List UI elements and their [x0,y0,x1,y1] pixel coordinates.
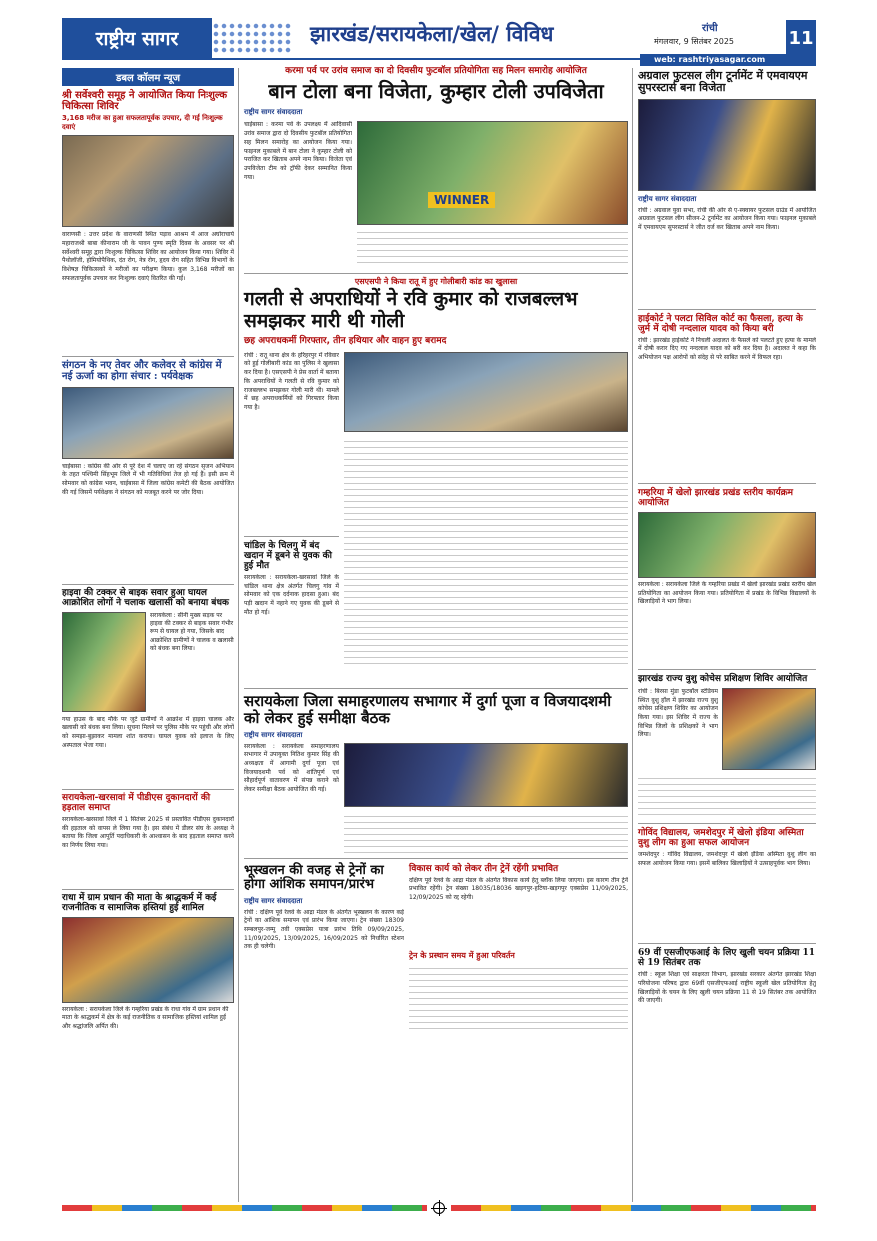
story-text: चाईबासा : करमा पर्व के उपलक्ष्य में आदिवासी उरांव समाज द्वारा दो दिवसीय फुटबॉल प्रतियोगिता सह मिलन समारोह का आयोजन किया गया। फाइनल मुकाबले में बान टोला ने कुम्हार टोली को पराजित कर खिताब अपने नाम किया। विजेता एवं उपविजेता टीम को ट्रॉफी देकर सम्मानित किया गया। [244,121,352,181]
story-headline[interactable]: सरायकेला-खरसावां में पीडीएस दुकानदारों की हड़ताल समाप्त [62,792,211,813]
story-text-continued [344,436,628,668]
divider [62,889,234,890]
story-text: रांची : रातू थाना क्षेत्र के हरिहरपुर में रविवार को हुई गोलीबारी कांड का पुलिस ने खुलासा कर दिया है। एसएसपी ने प्रेस वार्ता में बताया कि अपराधियों ने गलती से रवि कुमार को राजबल्लभ समझकर गोली मारी थी। मामले में छह अपराधकर्मियों को गिरफ्तार किया गया है। [244,351,339,411]
lead-headline[interactable]: बान टोला बना विजेता, कुम्हार टोली उपविजेता [268,79,604,104]
story-text: सरायकेला : सरायकेला समाहरणालय सभागार में उपायुक्त नितिश कुमार सिंह की अध्यक्षता में आगामी दुर्गा पूजा एवं विजयादशमी पर्व को शांतिपूर्ण एवं सौहार्दपूर्ण वातावरण में संपन्न कराने को लेकर समीक्षा बैठक आयोजित की गई। [244,742,339,794]
page-number: 11 [786,20,816,56]
story-photo [62,917,234,1003]
divider [244,273,628,274]
left-column [62,68,234,1202]
divider [244,536,339,537]
story-text: रांची : स्कूल शिक्षा एवं साक्षरता विभाग, झारखंड सरकार अंतर्गत झारखंड शिक्षा परियोजना परिषद द्वारा 69वीं एसजीएफआई राष्ट्रीय स्कूली खेल प्रतियोगिता हेतु खिलाड़ियों के चयन के लिए खुली चयन प्रक्रिया 11 से 19 सितंबर तक आयोजित की जाएगी। [638,971,816,1005]
story-text: चाईबासा : कांग्रेस की ओर से पूरे देश में चलाए जा रहे संगठन सृजन अभियान के तहत पश्चिमी सिंहभूम जिले में भी गतिविधियां तेज हो गई हैं। इसी क्रम में सोमवार को कांग्रेस भवन, चाईबासा में जिला कांग्रेस कमेटी की बैठक आयोजित की गई जिसमें पर्यवेक्षक ने संगठन को मजबूत करने पर जोर दिया। [62,462,234,496]
story-headline[interactable]: श्री सर्वेश्वरी समूह ने आयोजित किया निःशुल्क चिकित्सा शिविर [62,90,228,113]
story-text: सरायकेला-खरसावां जिले में 1 सितंबर 2025 से प्रस्तावित पीडीएस दुकानदारों की हड़ताल को वापस ले लिया गया है। इस संबंध में डीलर संघ के अध्यक्ष ने बताया कि जिला आपूर्ति पदाधिकारी के आश्वासन के बाद हड़ताल समाप्त करने का निर्णय लिया गया। [62,815,234,849]
color-strip [62,1205,427,1211]
story-kicker: करमा पर्व पर उरांव समाज का दो दिवसीय फुटबॉल प्रतियोगिता सह मिलन समारोह आयोजित [285,66,587,76]
tournament-photo [638,99,816,191]
story-headline[interactable]: झारखंड राज्य वुशु कोचेस प्रशिक्षण शिविर आयोजित [638,673,808,684]
football-team-photo [357,121,628,225]
divider [638,943,816,944]
photo-caption: सरायकेला : सीनी मुख्य सड़क पर हाइवा की टक्कर से बाइक सवार गंभीर रूप से घायल हो गया, जिसके बाद आक्रोशित ग्रामीणों ने चालक व खलासी को बंधक बना लिया। [150,611,234,653]
story-text: रांची : अग्रवाल युवा सभा, रांची की ओर से ए-स्क्वायर फुटसल ग्राउंड में आयोजित अग्रवाल फुटसल लीग सीजन-2 टूर्नामेंट का आयोजन किया गया। फाइनल मुकाबले में एमवायएम सुपरस्टार्स ने जीत दर्ज कर खिताब अपने नाम किया। [638,206,816,231]
divider [638,823,816,824]
story-text: वाराणसी : उत्तर प्रदेश के वाराणसी स्थित पड़ाव आश्रम में आज अघोराचार्य महाराजश्री बाबा कीनाराम जी के पावन पुण्य स्मृति दिवस के अवसर पर श्री सर्वेश्वरी समूह द्वारा निःशुल्क चिकित्सा शिविर का आयोजन किया गया। शिविर में पैथोलॉजी, होमियोपैथिक, दंत रोग, नेत्र रोग, हृदय रोग सहित विभिन्न विभागों के विशेषज्ञ चिकित्सकों ने मरीजों का परीक्षण किया। कुल 3,168 मरीजों का सफलतापूर्वक उपचार कर निःशुल्क दवाएं वितरित की गईं। [62,231,234,282]
story-headline[interactable]: भूस्खलन की वजह से ट्रेनों का होगा आंशिक समापन/प्रारंभ [244,862,384,893]
story-headline[interactable]: 69 वीं एसजीएफआई के लिए खुली चयन प्रक्रिया 11 से 19 सितंबर तक [638,948,816,969]
story-headline[interactable]: हाइवा की टक्कर से बाइक सवार हुआ घायल आक्रोशित लोगों ने चलाक खलासी को बनाया बंधक [62,587,229,608]
masthead [62,18,816,68]
section-tag: डबल कॉलम न्यूज [62,68,234,86]
story-text: रांची : झारखंड हाईकोर्ट ने निचली अदालत के फैसले को पलटते हुए हत्या के मामले में दोषी करार दिए गए नन्दलाल यादव को बरी कर दिया है। अदालत ने कहा कि अभियोजन पक्ष आरोपों को संदेह से परे साबित करने में विफल रहा। [638,336,816,362]
website-link[interactable]: web: rashtriyasagar.com [640,54,816,66]
story-photo [62,612,146,712]
masthead-date: मंगलवार, 9 सितंबर 2025 [654,37,735,46]
story-text: गया हाउस के बाद मौके पर जुटे ग्रामीणों ने आक्रोश में हाइवा चालक और खलासी को बंधक बना लिया। सूचना मिलने पर पुलिस मौके पर पहुंची और लोगों को समझा-बुझाकर मामला शांत कराया। घायल युवक को इलाज के लिए अस्पताल भेजा गया। [62,715,234,749]
story-subhead: ट्रेन के प्रस्थान समय में हुआ परिवर्तन [409,950,515,960]
story-text: रांची : बिरसा मुंडा फुटबॉल स्टेडियम स्थित वुशु हॉल में झारखंड राज्य वुशु कोचेस प्रशिक्षण शिविर का आयोजन किया गया। इस शिविर में राज्य के विभिन्न जिलों के प्रशिक्षकों ने भाग लिया। [638,688,718,739]
story-photo [62,387,234,459]
story-text-continued [357,227,628,267]
story-text: दक्षिण पूर्व रेलवे के आद्रा मंडल के अंतर्गत विकास कार्य हेतु ब्लॉक लिया जाएगा। इस कारण तीन ट्रेनें प्रभावित रहेंगी। ट्रेन संख्या 18035/18036 खड़गपुर-हटिया-खड़गपुर एक्सप्रेस 11/09/2025, 12/09/2025 को रद्द रहेगी। [409,876,628,902]
story-subhead: छह अपराधकर्मी गिरफ्तार, तीन हथियार और वाहन हुए बरामद [244,335,447,346]
story-kicker: एसएसपी ने किया रातू में हुए गोलीबारी कांड का खुलासा [354,276,518,287]
story-text: जमशेदपुर : गोविंद विद्यालय, जमशेदपुर में खेलो इंडिया अस्मिता वुशु लीग का सफल आयोजन किया गया। इसमें बालिका खिलाड़ियों ने उत्साहपूर्वक भाग लिया। [638,851,816,867]
byline: राष्ट्रीय सागर संवाददाता [638,194,697,203]
story-headline[interactable]: विकास कार्य को लेकर तीन ट्रेनें रहेंगी प्रभावित [409,863,559,874]
story-text-continued [638,773,816,819]
story-headline[interactable]: गलती से अपराधियों ने रवि कुमार को राजबल्लभ समझकर मारी थी गोली [244,288,578,332]
story-subhead: 3,168 मरीज का हुआ सफलतापूर्वक उपचार, दी गई निःशुल्क दवाएं [62,114,223,131]
photo-caption: सरायकेला : सरायकेला जिले के गम्हरिया प्रखंड के राधा गांव में ग्राम प्रधान की माता के श्राद्धकर्म में क्षेत्र के कई राजनीतिक व सामाजिक हस्तियां शामिल हुईं और श्रद्धांजलि अर्पित की। [62,1006,229,1030]
story-headline[interactable]: सरायकेला जिला समाहरणालय सभागार में दुर्गा पूजा व विजयादशमी को लेकर हुई समीक्षा बैठक [244,691,612,727]
byline: राष्ट्रीय सागर संवाददाता [244,108,303,117]
center-column [244,66,628,1202]
color-registration-bar [62,1204,816,1212]
schedule-table [409,963,628,1033]
story-text: रांची : दक्षिण पूर्व रेलवे के आद्रा मंडल के अंतर्गत भूस्खलन के कारण कई ट्रेनों का आंशिक समापन एवं प्रारंभ किया जाएगा। ट्रेन संख्या 18309 सम्बलपुर-जम्मू तवी एक्सप्रेस यात्रा प्रारंभ तिथि 09/09/2025, 11/09/2025, 13/09/2025, 16/09/2025 को निर्धारित स्टेशन तक ही चलेगी। [244,908,404,951]
right-column [638,70,816,1202]
masthead-city: रांची [702,23,718,34]
story-text-continued [344,811,628,853]
story-headline[interactable]: गोविंद विद्यालय, जमशेदपुर में खेलो इंडिया अस्मिता वुशु लीग का हुआ सफल आयोजन [638,828,804,849]
story-text: सरायकेला : सरायकेला जिले के गम्हरिया प्रखंड में खेलो झारखंड प्रखंड स्तरीय खेल प्रतियोगिता का आयोजन किया गया। प्रतियोगिता में प्रखंड के विभिन्न विद्यालयों के खिलाड़ियों ने भाग लिया। [638,580,816,606]
meeting-photo [344,743,628,807]
column-rule [632,68,633,1202]
story-headline[interactable]: हाईकोर्ट ने पलटा सिविल कोर्ट का फैसला, हत्या के जुर्म में दोषी नन्दलाल यादव को किया बरी [638,313,803,334]
press-conference-photo [344,352,628,432]
story-photo [62,135,234,227]
story-headline[interactable]: संगठन के नए तेवर और कलेवर से कांग्रेस में नई ऊर्जा का होगा संचार : पर्यवेक्षक [62,360,222,383]
divider [638,669,816,670]
story-photo [638,512,816,578]
dot-pattern-icon [212,22,292,54]
divider [244,858,628,859]
masthead-logo: राष्ट्रीय सागर [62,18,212,58]
divider [244,688,628,689]
column-rule [238,68,239,1202]
divider [638,483,816,484]
winner-banner: WINNER [428,192,495,208]
masthead-rule [62,58,640,60]
divider [638,309,816,310]
newspaper-page [62,18,816,1218]
byline: राष्ट्रीय सागर संवाददाता [244,730,303,739]
divider [62,356,234,357]
story-headline[interactable]: गम्हरिया में खेलो झारखंड प्रखंड स्तरीय कार्यक्रम आयोजित [638,487,794,508]
color-strip [451,1205,816,1211]
divider [62,584,234,585]
registration-mark-icon [433,1202,445,1214]
page-title: झारखंड/सरायकेला/खेल/ विविध [310,21,554,46]
story-photo [722,688,816,770]
story-headline[interactable]: चांडिल के चिलगु में बंद खदान में डूबने से युवक की हुई मौत [244,540,332,571]
story-text: सरायकेला : सरायकेला-खरसावां जिले के चांडिल थाना क्षेत्र अंतर्गत चिलगु गांव में सोमवार को एक दर्दनाक हादसा हुआ। बंद पड़ी खदान में नहाने गए युवक की डूबने से मौत हो गई। [244,573,339,616]
divider [62,789,234,790]
byline: राष्ट्रीय सागर संवाददाता [244,896,303,905]
story-headline[interactable]: राधा में ग्राम प्रधान की माता के श्राद्धकर्म में कई राजनीतिक व सामाजिक हस्तियां हुई शामिल [62,892,217,913]
story-headline[interactable]: अग्रवाल फुटसल लीग टूर्नामेंट में एमवायएम सुपरस्टार्स बना विजेता [638,69,808,95]
